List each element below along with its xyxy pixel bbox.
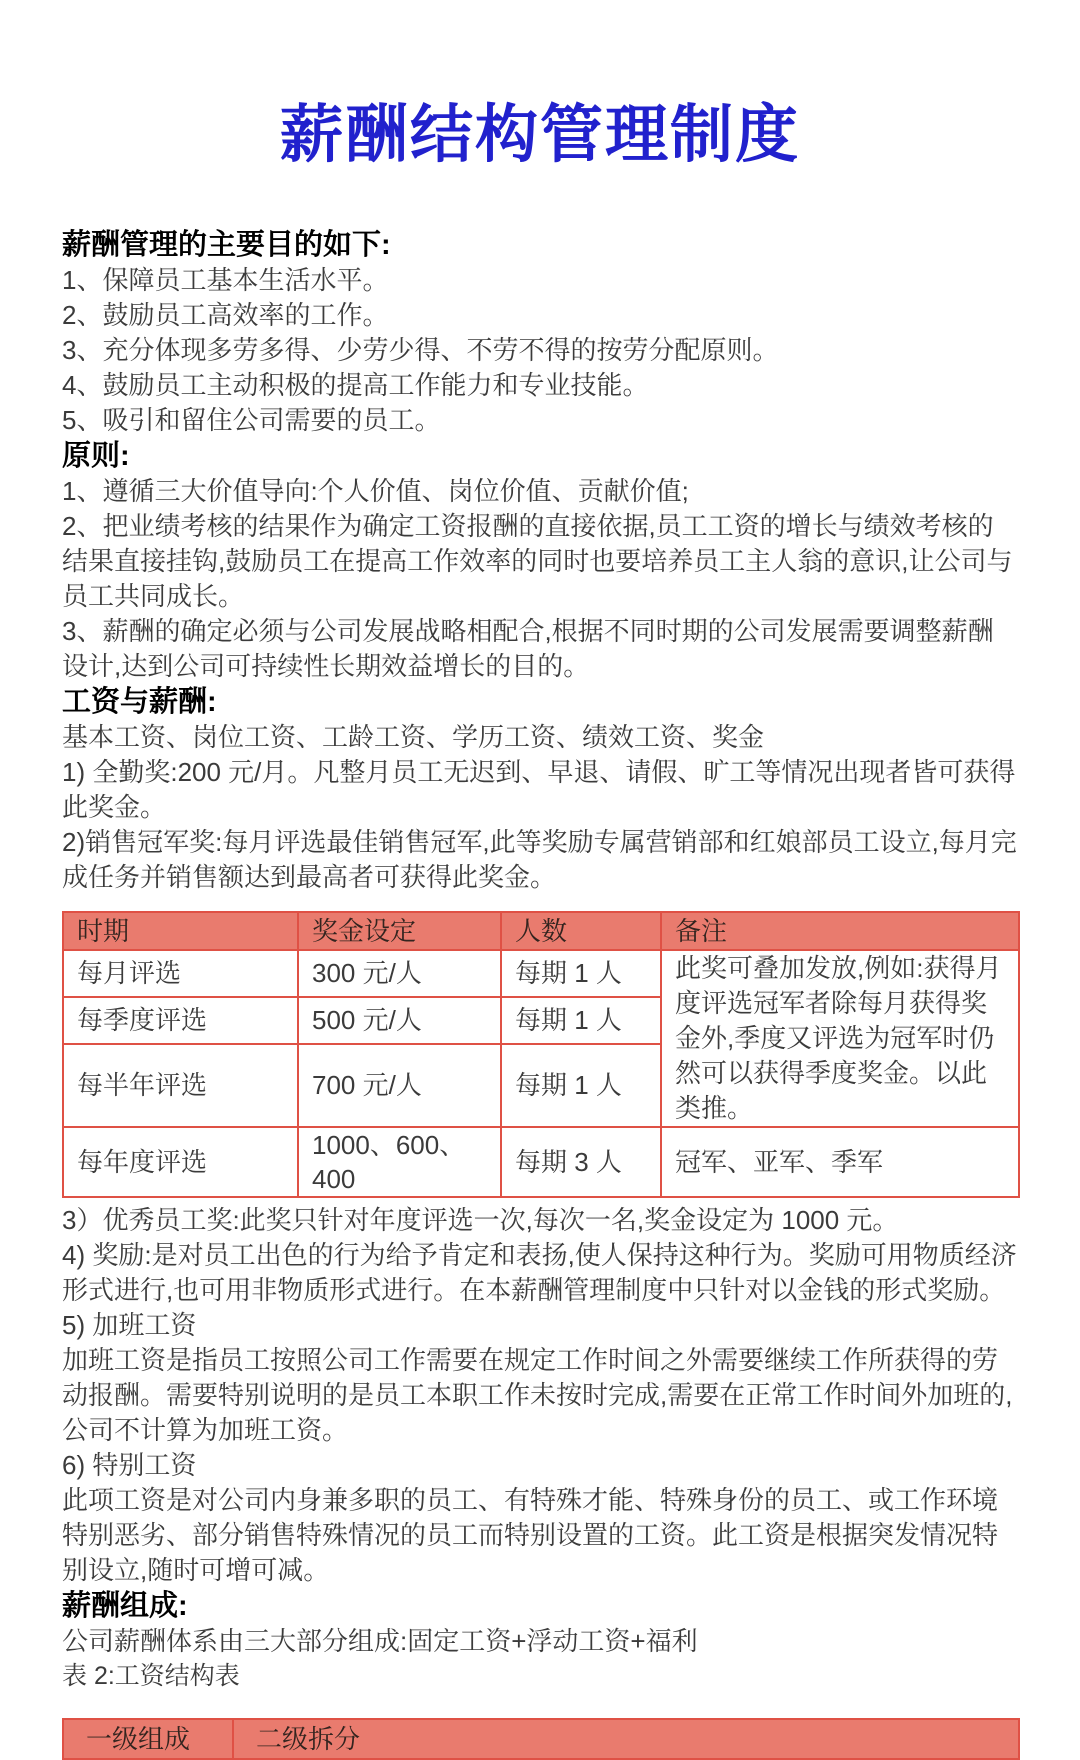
principle-item-2: 2、把业绩考核的结果作为确定工资报酬的直接依据,员工工资的增长与绩效考核的结果直接挂钩,鼓励员工在提高工作效率的同时也要培养员工主人翁的意识,让公司与员工共同成长。 <box>62 511 1013 611</box>
cell-remark: 冠军、亚军、季军 <box>661 1127 1019 1197</box>
award-item-excellent-employee: 3）优秀员工奖:此奖只针对年度评选一次,每次一名,奖金设定为 1000 元。 <box>62 1205 899 1235</box>
page-title: 薪酬结构管理制度 <box>280 100 800 170</box>
cell-count: 每期 1 人 <box>501 950 661 997</box>
award-item-overtime-title: 5) 加班工资 <box>62 1310 197 1340</box>
heading-salary: 工资与薪酬: <box>62 686 217 718</box>
composition-body: 公司薪酬体系由三大部分组成:固定工资+浮动工资+福利 <box>62 1626 698 1656</box>
award-item-reward: 4) 奖励:是对员工出色的行为给予肯定和表扬,使人保持这种行为。奖励可用物质经济形式进行,也可用非物质形式进行。在本薪酬管理制度中只针对以金钱的形式奖励。 <box>62 1240 1017 1305</box>
cell-count: 每期 1 人 <box>501 997 661 1044</box>
salary-item-attendance: 1) 全勤奖:200 元/月。凡整月员工无迟到、早退、请假、旷工等情况出现者皆可获得此奖金。 <box>62 757 1016 822</box>
table-row-monthly <box>63 950 1019 997</box>
purpose-item-3: 3、充分体现多劳多得、少劳少得、不劳不得的按劳分配原则。 <box>62 335 779 365</box>
heading-composition: 薪酬组成: <box>62 1590 188 1622</box>
salary-intro: 基本工资、岗位工资、工龄工资、学历工资、绩效工资、奖金 <box>62 722 765 752</box>
cell-bonus: 300 元/人 <box>298 950 501 997</box>
purpose-item-2: 2、鼓励员工高效率的工作。 <box>62 300 389 330</box>
salary-structure-table <box>62 1718 1020 1760</box>
cell-bonus: 1000、600、400 <box>298 1127 501 1197</box>
cell-bonus: 700 元/人 <box>298 1044 501 1127</box>
cell-period: 每年度评选 <box>63 1127 298 1197</box>
column-header-bonus: 奖金设定 <box>298 912 501 950</box>
purpose-item-5: 5、吸引和留住公司需要的员工。 <box>62 405 441 435</box>
bonus-table <box>62 911 1020 1198</box>
cell-period: 每月评选 <box>63 950 298 997</box>
cell-bonus: 500 元/人 <box>298 997 501 1044</box>
document-body <box>62 227 1018 1760</box>
column-header-count: 人数 <box>501 912 661 950</box>
column-header-level2: 二级拆分 <box>233 1719 1019 1759</box>
bonus-table-header-row <box>63 912 1019 950</box>
cell-merged-remark: 此奖可叠加发放,例如:获得月度评选冠军者除每月获得奖金外,季度又评选为冠军时仍然可以获得季度奖金。以此类推。 <box>661 950 1019 1127</box>
table-row-yearly <box>63 1127 1019 1197</box>
salary-item-sales-champion: 2)销售冠军奖:每月评选最佳销售冠军,此等奖励专属营销部和红娘部员工设立,每月完成任务并销售额达到最高者可获得此奖金。 <box>62 827 1017 892</box>
cell-period: 每半年评选 <box>63 1044 298 1127</box>
principle-item-3: 3、薪酬的确定必须与公司发展战略相配合,根据不同时期的公司发展需要调整薪酬设计,达到公司可持续性长期效益增长的目的。 <box>62 616 994 681</box>
heading-principles: 原则: <box>62 440 130 472</box>
heading-purpose: 薪酬管理的主要目的如下: <box>62 229 391 261</box>
column-header-remark: 备注 <box>661 912 1019 950</box>
cell-period: 每季度评选 <box>63 997 298 1044</box>
structure-table-header-row <box>63 1719 1019 1759</box>
award-item-overtime-body: 加班工资是指员工按照公司工作需要在规定工作时间之外需要继续工作所获得的劳动报酬。需要特别说明的是员工本职工作未按时完成,需要在正常工作时间外加班的,公司不计算为加班工资。 <box>62 1345 1013 1445</box>
structure-table-caption: 表 2:工资结构表 <box>62 1662 240 1690</box>
cell-count: 每期 1 人 <box>501 1044 661 1127</box>
purpose-item-1: 1、保障员工基本生活水平。 <box>62 265 389 295</box>
cell-count: 每期 3 人 <box>501 1127 661 1197</box>
award-item-special-body: 此项工资是对公司内身兼多职的员工、有特殊才能、特殊身份的员工、或工作环境特别恶劣、部分销售特殊情况的员工而特别设置的工资。此工资是根据突发情况特别设立,随时可增可减。 <box>62 1485 999 1585</box>
purpose-item-4: 4、鼓励员工主动积极的提高工作能力和专业技能。 <box>62 370 649 400</box>
award-item-special-title: 6) 特别工资 <box>62 1450 197 1480</box>
principle-item-1: 1、遵循三大价值导向:个人价值、岗位价值、贡献价值; <box>62 476 689 506</box>
column-header-level1: 一级组成 <box>63 1719 233 1759</box>
column-header-period: 时期 <box>63 912 298 950</box>
